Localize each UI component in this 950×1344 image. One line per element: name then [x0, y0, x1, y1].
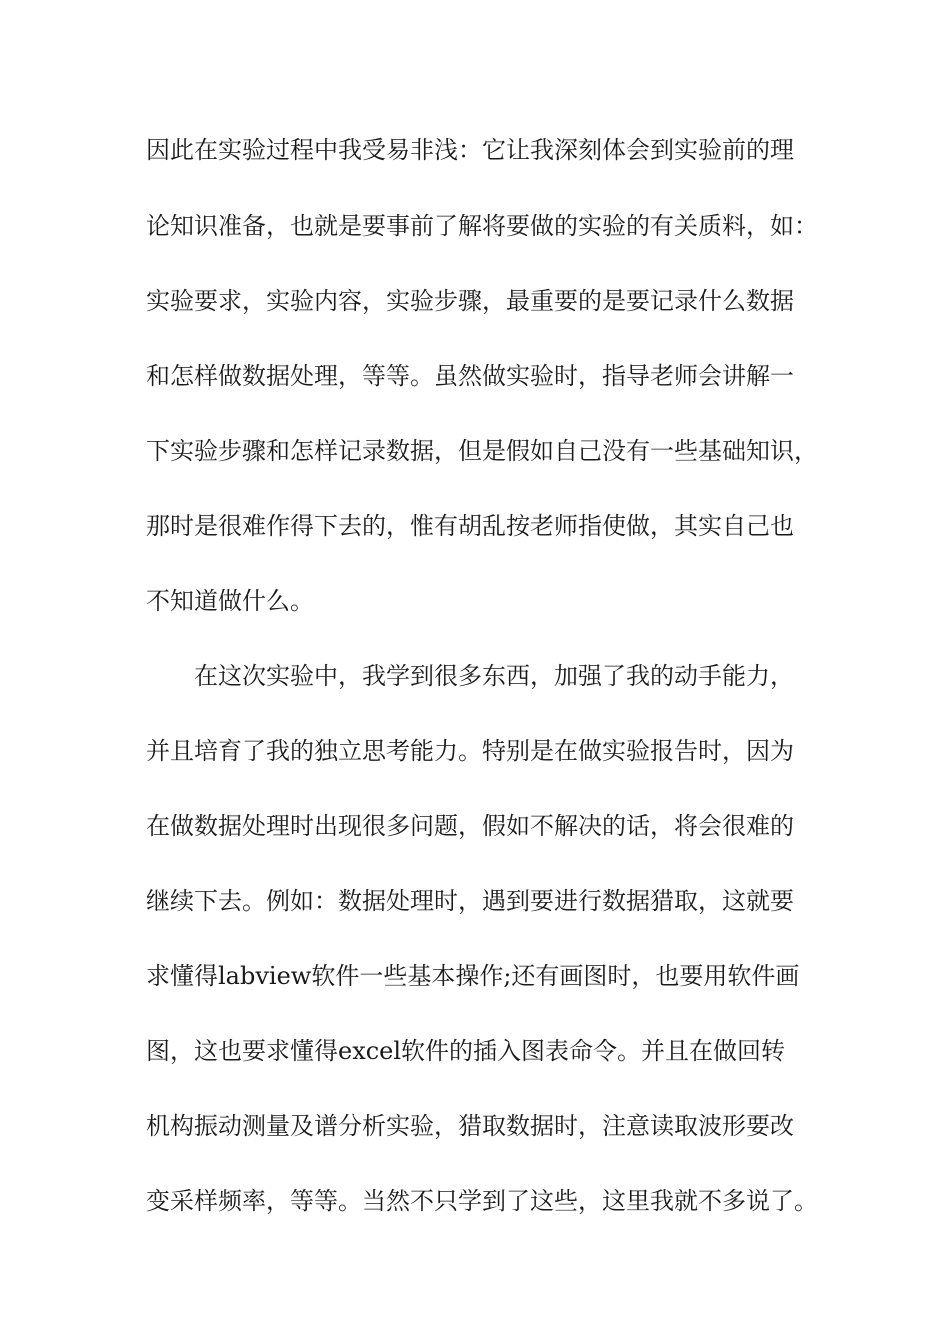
text-line: 并且培育了我的独立思考能力。特别是在做实验报告时，因为: [146, 737, 794, 765]
text-line: 求懂得labview软件一些基本操作;还有画图时，也要用软件画: [146, 962, 800, 990]
text-line: 和怎样做数据处理，等等。虽然做实验时，指导老师会讲解一: [146, 362, 794, 390]
text-line: 在这次实验中，我学到很多东西，加强了我的动手能力，: [194, 662, 794, 690]
text-line: 变采样频率，等等。当然不只学到了这些，这里我就不多说了。: [146, 1187, 818, 1215]
text-line: 下实验步骤和怎样记录数据，但是假如自己没有一些基础知识，: [146, 437, 818, 465]
text-line: 继续下去。例如：数据处理时，遇到要进行数据猎取，这就要: [146, 887, 794, 915]
text-line: 机构振动测量及谱分析实验，猎取数据时，注意读取波形要改: [146, 1112, 794, 1140]
text-line: 实验要求，实验内容，实验步骤，最重要的是要记录什么数据: [146, 287, 794, 315]
text-line: 论知识准备，也就是要事前了解将要做的实验的有关质料，如：: [146, 212, 818, 240]
text-line: 图，这也要求懂得excel软件的插入图表命令。并且在做回转: [146, 1037, 786, 1065]
text-line: 不知道做什么。: [146, 587, 314, 615]
text-line: 那时是很难作得下去的，惟有胡乱按老师指使做，其实自己也: [146, 512, 794, 540]
text-line: 在做数据处理时出现很多问题，假如不解决的话，将会很难的: [146, 812, 794, 840]
text-line: 因此在实验过程中我受易非浅：它让我深刻体会到实验前的理: [146, 136, 794, 164]
